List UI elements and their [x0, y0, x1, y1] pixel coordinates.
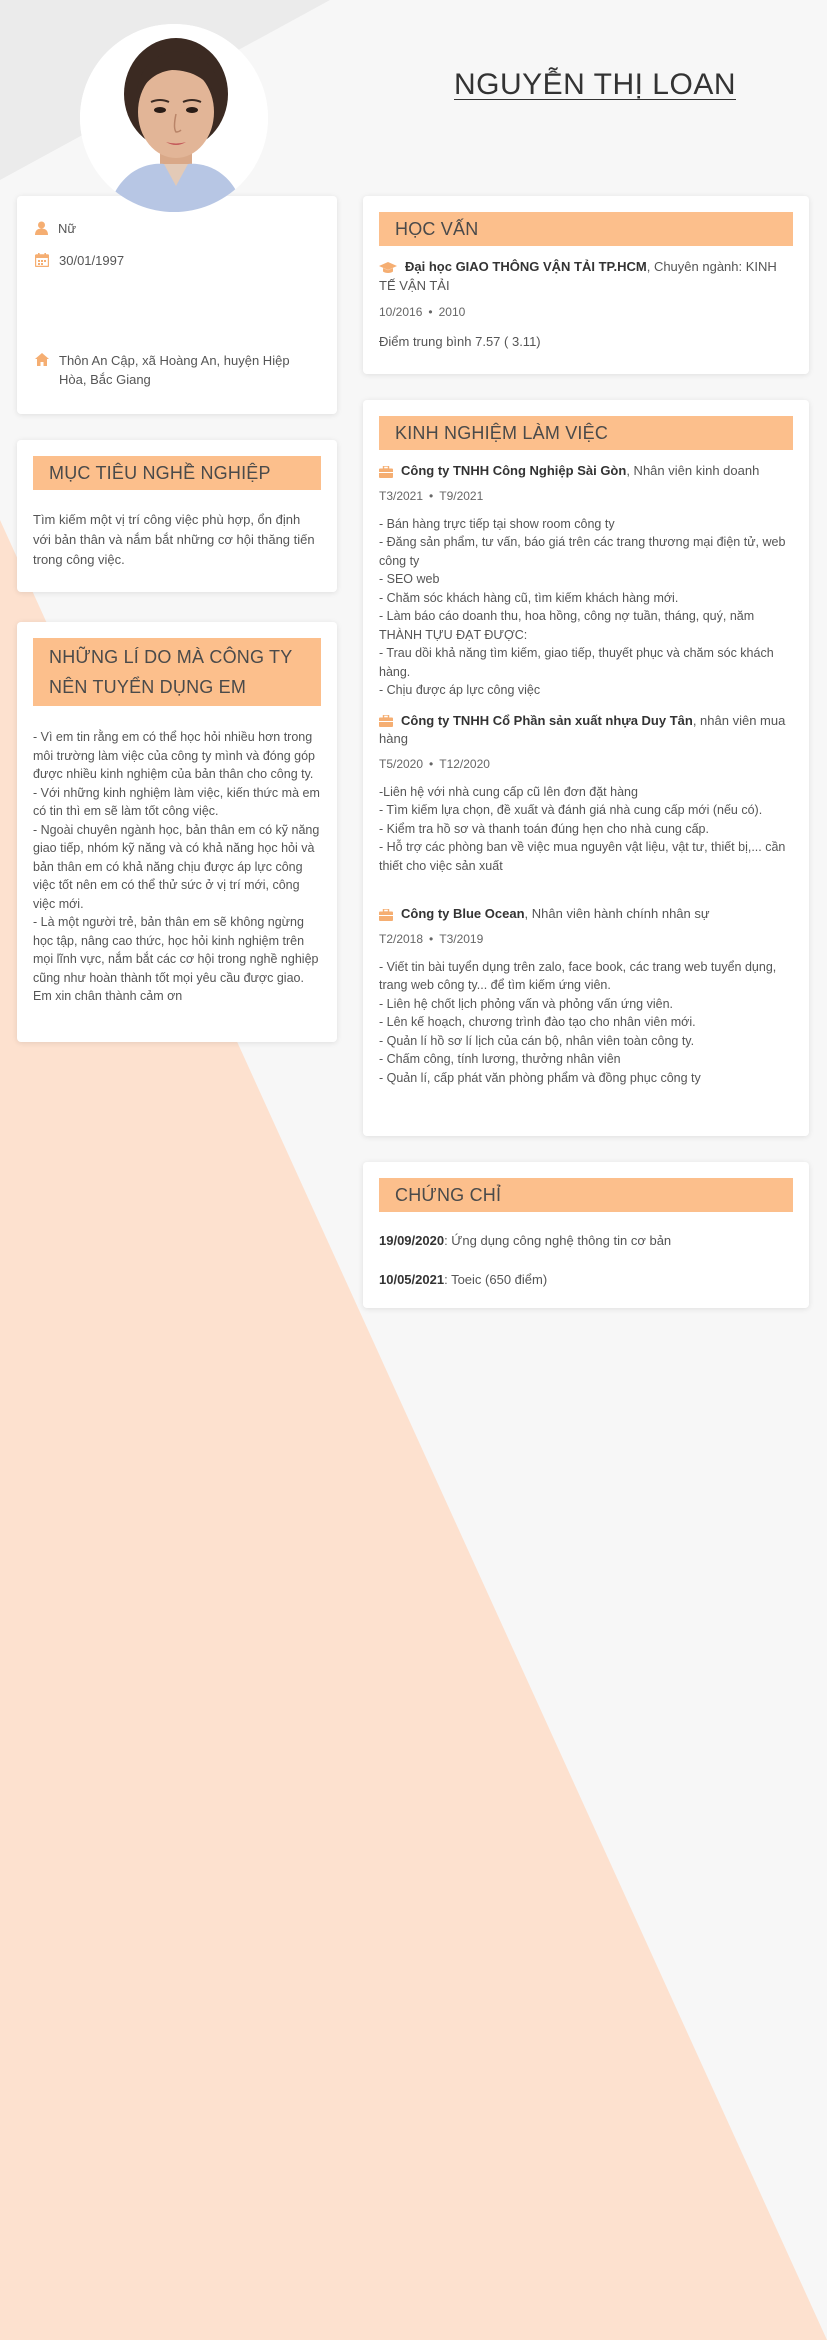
briefcase-icon: [379, 909, 393, 921]
job-start: T5/2020: [379, 756, 424, 771]
education-card: [363, 196, 809, 374]
reasons-text: - Vì em tin rằng em có thể học hỏi nhiều hơn trong môi trường làm việc của công ty mình và đóng góp được nhiều kinh nghiệm của bản thân cho công ty. - Với những kinh nghiệm làm việc, kiến thức mà em có tin thì em sẽ làm tốt công việc. - Ngoài chuyên ngành học, bản thân em có kỹ năng giao tiếp, nhóm kỹ năng và có khả năng học hỏi và bản thân em có khả năng chịu được áp lực công việc tốt nên em có thể thử sức ở vị trí mới, công việc mới. - Là một người trẻ, bản thân em sẽ không ngừng học tập, nâng cao thức, học hỏi kinh nghiệm trên mọi lĩnh vực, nắm bắt các cơ hội trong nghề nghiệp cũng như hoàn thành tốt mọi yêu cầu được giao. Em xin chân thành cảm ơn: [33, 730, 320, 1003]
certificate-date: 10/05/2021: [379, 1271, 445, 1287]
job-company: Công ty TNHH Cổ Phần sản xuất nhựa Duy Tân: [401, 712, 693, 728]
job-period: T3/2021 • T9/2021: [379, 488, 484, 503]
education-entry: [379, 258, 793, 295]
certificate-date: 19/09/2020: [379, 1233, 445, 1248]
job-period: T5/2020 • T12/2020: [379, 756, 490, 771]
job-position: , Nhân viên hành chính nhân sự: [524, 906, 710, 921]
birthdate-row: [35, 252, 124, 271]
certificate-name: : Toeic (650 điểm): [444, 1271, 548, 1287]
reasons-title: NHỮNG LÍ DO MÀ CÔNG TY NÊN TUYỂN DỤNG EM: [33, 638, 321, 706]
education-title: HỌC VẤN: [379, 212, 793, 246]
education-start: 10/2016: [379, 305, 423, 319]
education-major: , Chuyên ngành: KINH TẾ VẬN TẢI: [379, 259, 777, 293]
personal-info-card: [17, 196, 337, 414]
avatar: [80, 24, 268, 212]
portrait-photo: [80, 24, 268, 212]
experience-card: [363, 400, 809, 1136]
briefcase-icon: [379, 466, 393, 478]
education-end: 2010: [438, 305, 466, 319]
objective-card: [17, 440, 337, 592]
certificate-name: : Ứng dụng công nghệ thông tin cơ bản: [444, 1233, 672, 1248]
calendar-icon: [35, 253, 49, 267]
candidate-name: NGUYỄN THỊ LOAN: [454, 68, 736, 101]
job-start: T2/2018: [379, 931, 424, 946]
job-details: -Liên hệ với nhà cung cấp cũ lên đơn đặt hàng - Tìm kiếm lựa chọn, đề xuất và đánh giá nhà cung cấp mới (nếu có). - Kiểm tra hồ sơ và thanh toán đúng hẹn cho nhà cung cấp. - Hỗ trợ các phòng ban về việc mua nguyên vật liệu, vật tư, thiết bị,... cần thiết cho việc sản xuất: [379, 784, 786, 873]
job-details: - Viết tin bài tuyển dụng trên zalo, face book, các trang web tuyển dụng, trang web công ty... để tìm kiếm ứng viên. - Liên hệ chốt lịch phỏng vấn và phỏng vấn ứng viên. - Lên kế hoạch, chương trình đào tạo cho nhân viên mới. - Quản lí hồ sơ lí lịch của cán bộ, nhân viên toàn công ty. - Chấm công, tính lương, thưởng nhân viên - Quản lí, cấp phát văn phòng phẩm và đồng phục công ty: [379, 959, 777, 1085]
job-company: Công ty Blue Ocean: [401, 906, 525, 921]
address-row: [35, 352, 305, 389]
job-item: [379, 712, 793, 876]
reasons-card: [17, 622, 337, 1042]
job-item: [379, 462, 793, 700]
job-start: T3/2021: [379, 488, 424, 503]
job-position: , Nhân viên kinh doanh: [626, 463, 760, 478]
home-icon: [35, 353, 49, 366]
job-end: T3/2019: [439, 931, 484, 946]
objective-text: Tìm kiếm một vị trí công việc phù hợp, ổn định với bản thân và nắm bắt những cơ hội thăng tiến trong công việc.: [33, 512, 315, 567]
experience-title: KINH NGHIỆM LÀM VIỆC: [379, 416, 793, 450]
job-period: T2/2018 • T3/2019: [379, 931, 484, 946]
certificates-card: [363, 1162, 809, 1308]
job-end: T9/2021: [439, 488, 484, 503]
education-period: 10/2016 • 2010: [379, 305, 466, 319]
job-end: T12/2020: [439, 756, 490, 771]
user-icon: [35, 221, 48, 235]
school-name: Đại học GIAO THÔNG VẬN TẢI TP.HCM: [405, 259, 647, 274]
job-details: - Bán hàng trực tiếp tại show room công ty - Đăng sản phẩm, tư vấn, báo giá trên các trang thương mại điện tử, web công ty - SEO web - Chăm sóc khách hàng cũ, tìm kiếm khách hàng mới. - Làm báo cáo doanh thu, hoa hồng, công nợ tuần, tháng, quý, năm THÀNH TỰU ĐẠT ĐƯỢC: - Trau dồi khả năng tìm kiếm, giao tiếp, thuyết phục và chăm sóc khách hàng. - Chịu được áp lực công việc: [379, 516, 786, 697]
job-item: [379, 905, 793, 1087]
certificate-item: [379, 1232, 793, 1251]
address-value: Thôn An Cập, xã Hoàng An, huyện Hiệp Hòa, Bắc Giang: [59, 353, 290, 387]
gender-value: Nữ: [58, 221, 77, 236]
briefcase-icon: [379, 715, 393, 727]
birthdate-value: 30/01/1997: [59, 253, 125, 268]
objective-title: MỤC TIÊU NGHỀ NGHIỆP: [33, 456, 321, 490]
certificates-title: CHỨNG CHỈ: [379, 1178, 793, 1212]
graduation-cap-icon: [379, 262, 397, 274]
job-company: Công ty TNHH Công Nghiệp Sài Gòn: [401, 463, 627, 478]
gender-row: [35, 220, 76, 239]
job-position: , nhân viên mua hàng: [379, 712, 786, 746]
certificate-item: [379, 1271, 793, 1290]
education-gpa: Điểm trung bình 7.57 ( 3.11): [379, 334, 541, 349]
